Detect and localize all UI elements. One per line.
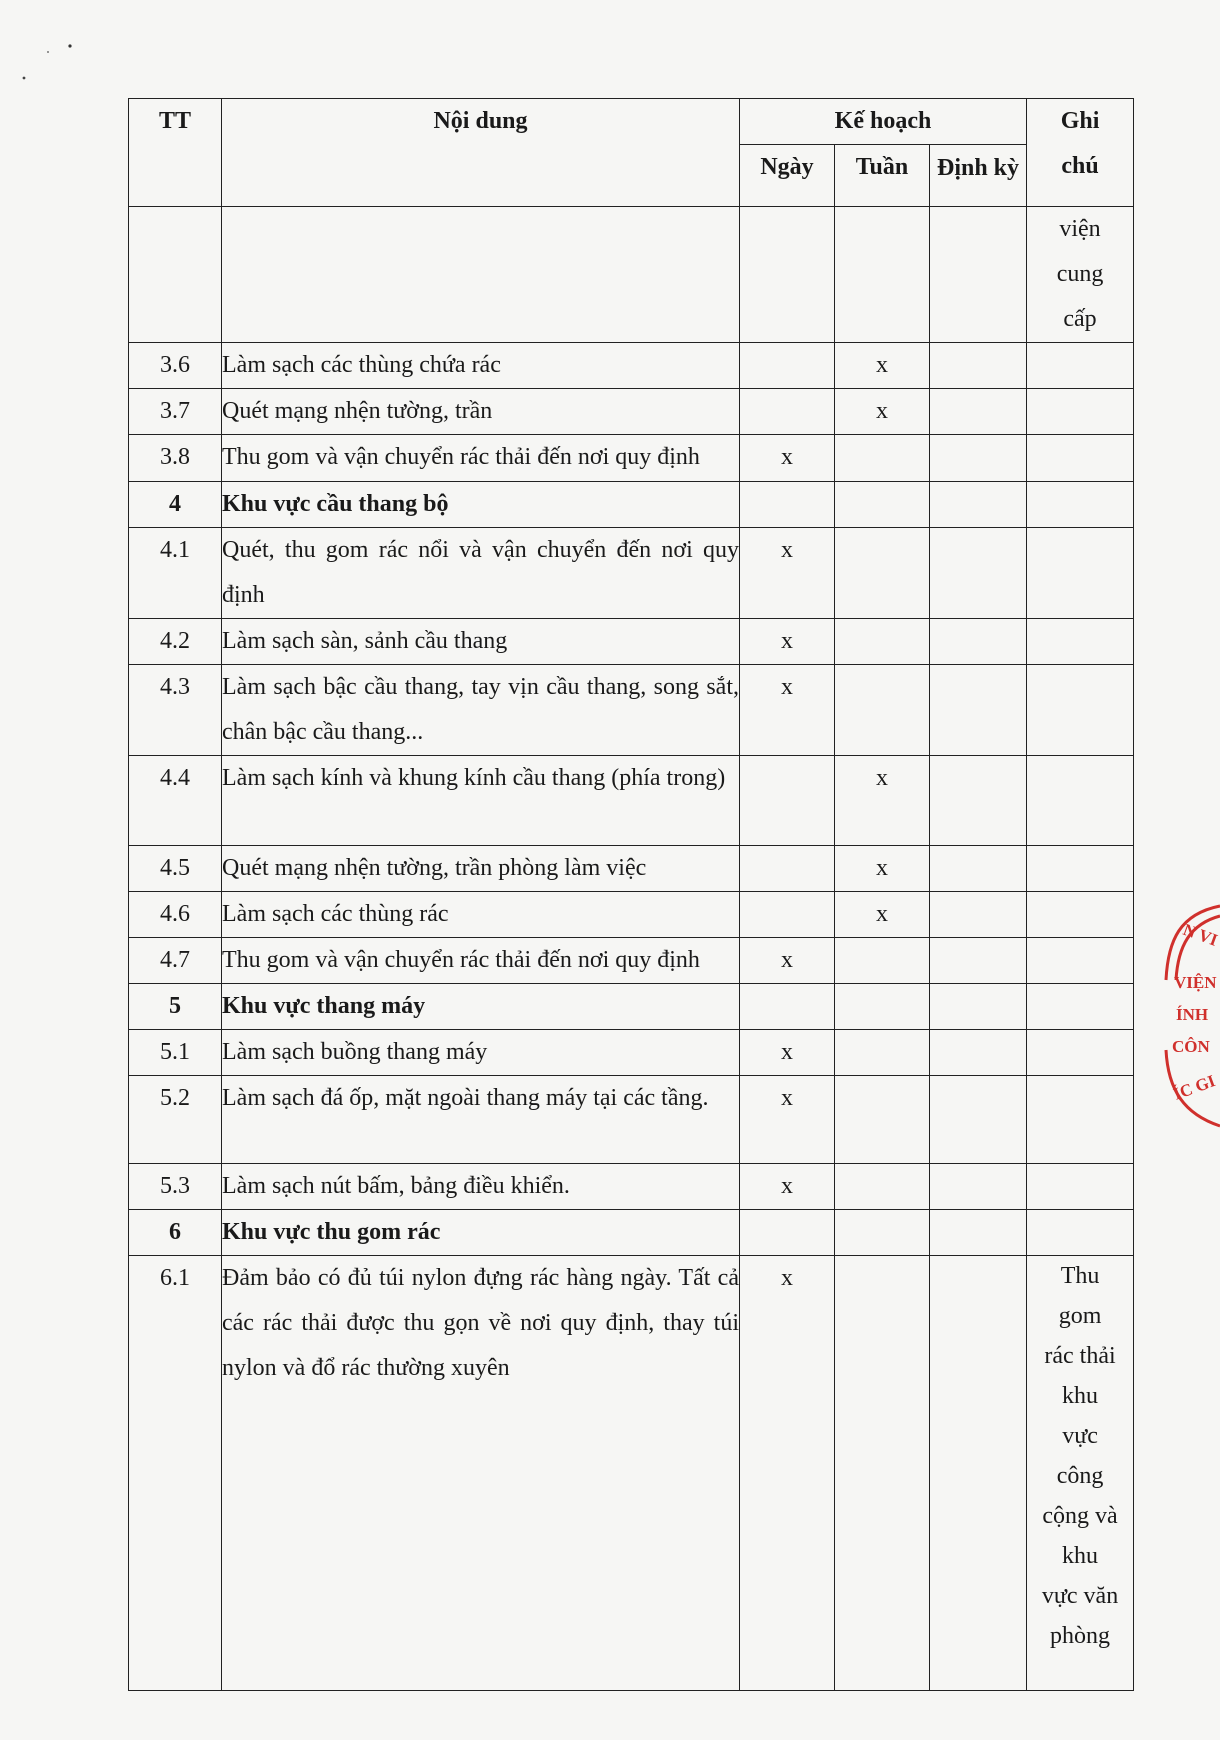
row-number: 4.6 bbox=[129, 892, 222, 938]
note-cell bbox=[1027, 1256, 1134, 1691]
note-line: vực văn bbox=[1041, 1583, 1119, 1609]
note-line: rác thải bbox=[1044, 1343, 1116, 1369]
plan-mark-dinh-ky bbox=[930, 619, 1027, 665]
svg-text:N VI: N VI bbox=[1180, 919, 1220, 950]
section-title: Khu vực thang máy bbox=[222, 984, 740, 1030]
plan-mark-dinh-ky bbox=[930, 389, 1027, 435]
svg-text:ÍNH: ÍNH bbox=[1176, 1005, 1209, 1024]
note-line: Thu bbox=[1060, 1263, 1100, 1289]
row-number: 3.7 bbox=[129, 389, 222, 435]
continued-note-cell bbox=[1027, 207, 1134, 343]
row-number: 4 bbox=[129, 482, 222, 528]
header-ngay: Ngày bbox=[740, 145, 835, 207]
row-number: 5.3 bbox=[129, 1164, 222, 1210]
plan-mark-tuan: x bbox=[835, 343, 930, 389]
table-row bbox=[129, 1164, 1134, 1210]
table-row bbox=[129, 528, 1134, 619]
row-number: 5.2 bbox=[129, 1076, 222, 1164]
note-line: phòng bbox=[1050, 1623, 1111, 1649]
plan-mark-ngay bbox=[740, 343, 835, 389]
plan-mark-tuan bbox=[835, 1164, 930, 1210]
row-number: 5 bbox=[129, 984, 222, 1030]
plan-mark-ngay: x bbox=[740, 619, 835, 665]
row-number: 4.4 bbox=[129, 756, 222, 846]
plan-mark-tuan bbox=[835, 435, 930, 482]
row-number: 6.1 bbox=[129, 1256, 222, 1691]
task-description: Quét, thu gom rác nổi và vận chuyển đến nơi quy định bbox=[222, 528, 740, 619]
row-number: 4.3 bbox=[129, 665, 222, 756]
plan-mark-ngay bbox=[740, 984, 835, 1030]
row-number: 3.6 bbox=[129, 343, 222, 389]
cleaning-plan-table bbox=[128, 98, 1134, 1691]
note-line: cộng và bbox=[1042, 1503, 1118, 1529]
plan-mark-ngay: x bbox=[740, 1030, 835, 1076]
table-body bbox=[129, 207, 1134, 1691]
task-description: Thu gom và vận chuyển rác thải đến nơi quy định bbox=[222, 938, 740, 984]
plan-mark-ngay: x bbox=[740, 1164, 835, 1210]
task-description: Làm sạch buồng thang máy bbox=[222, 1030, 740, 1076]
plan-mark-dinh-ky bbox=[930, 938, 1027, 984]
section-title: Khu vực thu gom rác bbox=[222, 1210, 740, 1256]
note-cell bbox=[1027, 343, 1134, 389]
row-number: 4.2 bbox=[129, 619, 222, 665]
plan-mark-tuan bbox=[835, 1030, 930, 1076]
plan-mark-dinh-ky bbox=[930, 528, 1027, 619]
task-description: Quét mạng nhện tường, trần phòng làm việc bbox=[222, 846, 740, 892]
scan-speck-marks bbox=[18, 38, 88, 88]
table-row bbox=[129, 892, 1134, 938]
header-ghi: Ghi bbox=[1060, 108, 1100, 134]
note-cell bbox=[1027, 1210, 1134, 1256]
plan-mark-dinh-ky bbox=[930, 1076, 1027, 1164]
task-description: Đảm bảo có đủ túi nylon đựng rác hàng ngày. Tất cả các rác thải được thu gọn về nơi quy định, thay túi nylon và đổ rác thường xuyên bbox=[222, 1256, 740, 1691]
task-description: Làm sạch các thùng rác bbox=[222, 892, 740, 938]
plan-mark-dinh-ky bbox=[930, 1164, 1027, 1210]
note-cell bbox=[1027, 756, 1134, 846]
row-number: 4.5 bbox=[129, 846, 222, 892]
table-cell bbox=[930, 207, 1027, 343]
plan-mark-dinh-ky bbox=[930, 984, 1027, 1030]
plan-mark-dinh-ky bbox=[930, 482, 1027, 528]
note-cell bbox=[1027, 984, 1134, 1030]
table-cell bbox=[835, 207, 930, 343]
note-line: công bbox=[1056, 1463, 1104, 1489]
task-description: Quét mạng nhện tường, trần bbox=[222, 389, 740, 435]
section-row bbox=[129, 984, 1134, 1030]
table-row bbox=[129, 343, 1134, 389]
plan-mark-tuan bbox=[835, 1076, 930, 1164]
note-line: vực bbox=[1062, 1423, 1098, 1449]
row-number: 5.1 bbox=[129, 1030, 222, 1076]
plan-mark-ngay bbox=[740, 892, 835, 938]
note-cell bbox=[1027, 435, 1134, 482]
plan-mark-tuan: x bbox=[835, 892, 930, 938]
task-description: Làm sạch bậc cầu thang, tay vịn cầu thang, song sắt, chân bậc cầu thang... bbox=[222, 665, 740, 756]
header-noi-dung: Nội dung bbox=[222, 99, 740, 207]
plan-mark-dinh-ky bbox=[930, 1210, 1027, 1256]
row-number: 6 bbox=[129, 1210, 222, 1256]
svg-text:ÍC GI: ÍC GI bbox=[1170, 1071, 1218, 1104]
task-description: Làm sạch nút bấm, bảng điều khiển. bbox=[222, 1164, 740, 1210]
plan-mark-dinh-ky bbox=[930, 1030, 1027, 1076]
note-cell bbox=[1027, 892, 1134, 938]
header-dinh-ky: Định kỳ bbox=[930, 145, 1027, 207]
plan-mark-ngay bbox=[740, 389, 835, 435]
header-ke-hoach: Kế hoạch bbox=[740, 99, 1027, 145]
plan-mark-tuan bbox=[835, 619, 930, 665]
header-tuan: Tuần bbox=[835, 145, 930, 207]
note-cell bbox=[1027, 619, 1134, 665]
header-tt: TT bbox=[129, 99, 222, 207]
plan-mark-tuan bbox=[835, 665, 930, 756]
plan-mark-ngay: x bbox=[740, 1076, 835, 1164]
table-row bbox=[129, 756, 1134, 846]
note-cell bbox=[1027, 528, 1134, 619]
plan-mark-ngay: x bbox=[740, 665, 835, 756]
red-seal-stamp bbox=[1160, 900, 1220, 1140]
plan-mark-dinh-ky bbox=[930, 892, 1027, 938]
table-row bbox=[129, 389, 1134, 435]
plan-mark-tuan bbox=[835, 1256, 930, 1691]
continued-row bbox=[129, 207, 1134, 343]
note-cell bbox=[1027, 482, 1134, 528]
section-row bbox=[129, 482, 1134, 528]
plan-mark-ngay: x bbox=[740, 435, 835, 482]
note-cell bbox=[1027, 938, 1134, 984]
plan-mark-ngay bbox=[740, 1210, 835, 1256]
task-description: Làm sạch sàn, sảnh cầu thang bbox=[222, 619, 740, 665]
plan-mark-dinh-ky bbox=[930, 343, 1027, 389]
note-line: viện bbox=[1059, 216, 1101, 242]
note-cell bbox=[1027, 1076, 1134, 1164]
header-chu: chú bbox=[1061, 153, 1099, 179]
plan-mark-dinh-ky bbox=[930, 1256, 1027, 1691]
note-line: cấp bbox=[1063, 306, 1097, 332]
plan-mark-tuan bbox=[835, 482, 930, 528]
task-description: Làm sạch đá ốp, mặt ngoài thang máy tại các tầng. bbox=[222, 1076, 740, 1164]
plan-mark-ngay: x bbox=[740, 938, 835, 984]
plan-mark-dinh-ky bbox=[930, 756, 1027, 846]
table-cell bbox=[129, 207, 222, 343]
plan-mark-ngay bbox=[740, 756, 835, 846]
plan-mark-ngay: x bbox=[740, 528, 835, 619]
note-line: gom bbox=[1058, 1303, 1102, 1329]
svg-text:VIỆN: VIỆN bbox=[1174, 973, 1217, 992]
row-number: 4.7 bbox=[129, 938, 222, 984]
note-cell bbox=[1027, 1030, 1134, 1076]
table-row bbox=[129, 665, 1134, 756]
note-line: cung bbox=[1056, 261, 1104, 287]
plan-mark-tuan: x bbox=[835, 846, 930, 892]
plan-mark-tuan bbox=[835, 938, 930, 984]
table-cell bbox=[222, 207, 740, 343]
table-row bbox=[129, 435, 1134, 482]
table-row bbox=[129, 1030, 1134, 1076]
task-description: Làm sạch kính và khung kính cầu thang (phía trong) bbox=[222, 756, 740, 846]
note-cell bbox=[1027, 846, 1134, 892]
plan-mark-dinh-ky bbox=[930, 846, 1027, 892]
section-row bbox=[129, 1210, 1134, 1256]
header-row-1 bbox=[129, 99, 1134, 145]
plan-mark-tuan: x bbox=[835, 389, 930, 435]
table-row bbox=[129, 1076, 1134, 1164]
row-number: 3.8 bbox=[129, 435, 222, 482]
plan-mark-ngay: x bbox=[740, 1256, 835, 1691]
table-row bbox=[129, 846, 1134, 892]
note-cell bbox=[1027, 389, 1134, 435]
section-title: Khu vực cầu thang bộ bbox=[222, 482, 740, 528]
plan-mark-dinh-ky bbox=[930, 435, 1027, 482]
task-description: Làm sạch các thùng chứa rác bbox=[222, 343, 740, 389]
plan-mark-tuan: x bbox=[835, 756, 930, 846]
table-row bbox=[129, 1256, 1134, 1691]
note-cell bbox=[1027, 665, 1134, 756]
table-cell bbox=[740, 207, 835, 343]
task-description: Thu gom và vận chuyển rác thải đến nơi quy định bbox=[222, 435, 740, 482]
note-line: khu bbox=[1062, 1543, 1099, 1569]
note-cell bbox=[1027, 1164, 1134, 1210]
svg-text:CÔN: CÔN bbox=[1172, 1037, 1210, 1056]
note-line: khu bbox=[1062, 1383, 1099, 1409]
plan-mark-tuan bbox=[835, 528, 930, 619]
plan-mark-tuan bbox=[835, 1210, 930, 1256]
plan-mark-ngay bbox=[740, 482, 835, 528]
table-row bbox=[129, 619, 1134, 665]
table-row bbox=[129, 938, 1134, 984]
row-number: 4.1 bbox=[129, 528, 222, 619]
plan-mark-dinh-ky bbox=[930, 665, 1027, 756]
header-ghi-chu bbox=[1027, 99, 1134, 207]
plan-mark-ngay bbox=[740, 846, 835, 892]
plan-mark-tuan bbox=[835, 984, 930, 1030]
